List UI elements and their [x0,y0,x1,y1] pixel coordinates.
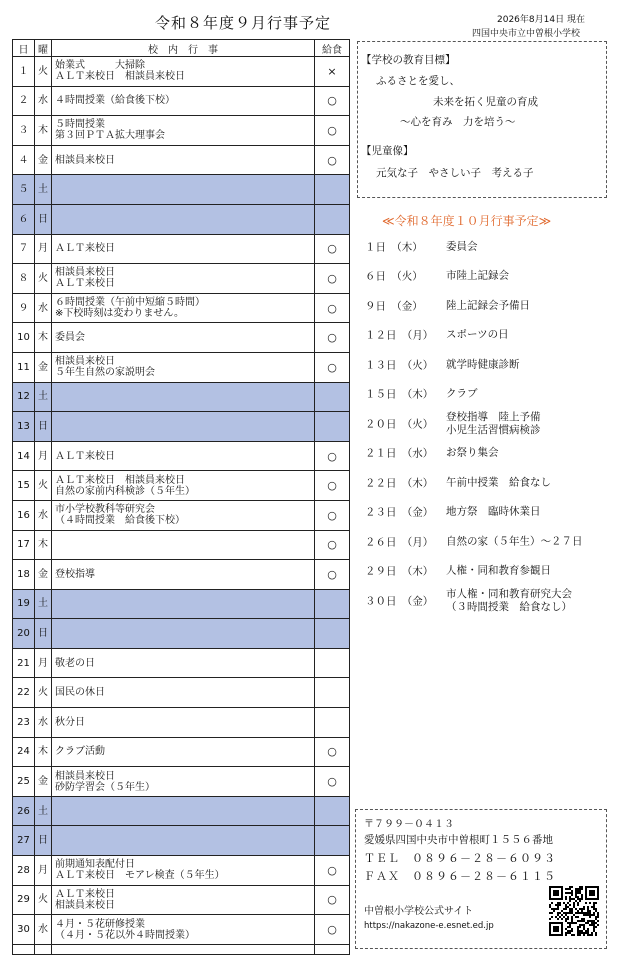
weekday-cell: 水 [35,86,52,116]
meal-cell: ○ [315,767,350,797]
day-cell: ２ [13,86,35,116]
meal-cell: ○ [315,234,350,264]
events-cell: 相談員来校日 砂防学習会（５年生） [52,767,315,797]
day-cell: 23 [13,708,35,738]
weekday-cell: 金 [35,145,52,175]
events-cell [52,796,315,826]
list-item [360,350,615,380]
weekday-cell: 土 [35,382,52,412]
weekday-cell: 火 [35,678,52,708]
weekday-cell: 日 [35,619,52,649]
table-row [13,323,350,353]
schedule-body [13,57,350,955]
events-cell [52,412,315,442]
events-cell: 始業式 大掃除 ＡＬＴ来校日 相談員来校日 [52,57,315,87]
list-item [360,380,615,410]
meal-cell: ○ [315,560,350,590]
list-item [360,468,615,498]
header-weekday: 曜 [35,40,52,57]
table-row [13,708,350,738]
october-date: ２９日 （木） [365,565,434,578]
events-cell [52,175,315,205]
meal-cell [315,796,350,826]
october-date: １日 （木） [365,241,423,254]
day-cell: 19 [13,589,35,619]
october-event: お祭り集会 [446,446,499,459]
weekday-cell: 水 [35,708,52,738]
meal-cell [315,678,350,708]
table-row [13,382,350,412]
meal-cell [315,589,350,619]
meal-cell: ○ [315,471,350,501]
october-date: ２０日 （火） [365,418,434,431]
october-event: 委員会 [446,240,478,253]
goal-line: ～心を育み 力を培う～ [400,116,516,128]
empty-cell [13,944,35,954]
events-cell: 市小学校教科等研究会 （４時間授業 給食後下校） [52,500,315,530]
school-name: 四国中央市立中曽根小学校 [472,29,581,39]
events-cell [52,589,315,619]
weekday-cell: 金 [35,560,52,590]
weekday-cell: 土 [35,796,52,826]
meal-cell: ○ [315,86,350,116]
weekday-cell: 金 [35,352,52,382]
list-item [360,527,615,557]
day-cell: 25 [13,767,35,797]
meal-cell: ○ [315,293,350,323]
table-row [13,86,350,116]
october-event: 市陸上記録会 [446,269,509,282]
october-event: 就学時健康診断 [446,358,520,371]
october-event: 登校指導 陸上予備 小児生活習慣病検診 [446,410,541,436]
october-date: ６日 （火） [365,270,423,283]
meal-cell: ○ [315,264,350,294]
weekday-cell: 水 [35,293,52,323]
weekday-cell: 日 [35,826,52,856]
events-cell: ５時間授業 第３回ＰＴＡ拡大理事会 [52,116,315,146]
october-event: スポーツの日 [446,328,509,341]
list-item [360,439,615,469]
weekday-cell: 火 [35,264,52,294]
weekday-cell: 土 [35,175,52,205]
table-row [13,293,350,323]
weekday-cell: 月 [35,234,52,264]
october-event: 自然の家（５年生）～２７日 [446,535,583,548]
october-date: ２６日 （月） [365,536,434,549]
table-row [13,560,350,590]
events-cell: ６時間授業（午前中短縮５時間） ※下校時刻は変わりません。 [52,293,315,323]
events-cell: 国民の休日 [52,678,315,708]
list-item [360,262,615,292]
day-cell: 28 [13,856,35,886]
day-cell: 20 [13,619,35,649]
meal-cell: ○ [315,885,350,915]
meal-cell: ○ [315,441,350,471]
table-row [13,619,350,649]
day-cell: 17 [13,530,35,560]
day-cell: ７ [13,234,35,264]
empty-cell [52,944,315,954]
education-goals-box [357,41,607,198]
weekday-cell: 月 [35,441,52,471]
day-cell: 26 [13,796,35,826]
table-row [13,145,350,175]
table-row [13,678,350,708]
meal-cell [315,175,350,205]
day-cell: 16 [13,500,35,530]
day-cell: ８ [13,264,35,294]
table-row [13,737,350,767]
goal-line: ふるさとを愛し、 [376,75,460,87]
as-of-date: 2026年8月14日 現在 [497,15,585,25]
meal-cell [315,204,350,234]
meal-cell: × [315,57,350,87]
child-image-line: 元気な子 やさしい子 考える子 [376,167,534,179]
october-event: 人権・同和教育参観日 [446,564,551,577]
table-row [13,826,350,856]
day-cell: 21 [13,648,35,678]
september-schedule-table [12,39,350,955]
october-date: ９日 （金） [365,300,423,313]
events-cell: クラブ活動 [52,737,315,767]
meal-cell [315,708,350,738]
october-event: 市人権・同和教育研究大会 （３時間授業 給食なし） [446,587,572,613]
site-label: 中曽根小学校公式サイト [364,906,474,917]
weekday-cell: 木 [35,737,52,767]
table-row [13,471,350,501]
list-item [360,232,615,262]
meal-cell: ○ [315,500,350,530]
events-cell [52,382,315,412]
events-cell [52,826,315,856]
table-row [13,885,350,915]
weekday-cell: 木 [35,116,52,146]
events-cell: 相談員来校日 [52,145,315,175]
table-row [13,204,350,234]
events-cell [52,530,315,560]
list-item [360,586,615,616]
meal-cell: ○ [315,915,350,945]
events-cell [52,619,315,649]
october-date: １２日 （月） [365,329,434,342]
weekday-cell: 日 [35,412,52,442]
fax-number: ＦＡＸ ０８９６－２８－６１１５ [364,870,556,883]
weekday-cell: 木 [35,530,52,560]
meal-cell: ○ [315,530,350,560]
weekday-cell: 火 [35,57,52,87]
table-row [13,116,350,146]
meal-cell: ○ [315,145,350,175]
page-title: 令和８年度９月行事予定 [155,14,332,32]
october-date: ２１日 （水） [365,447,434,460]
meal-cell: ○ [315,116,350,146]
events-cell: 敬老の日 [52,648,315,678]
table-row [13,264,350,294]
day-cell: 24 [13,737,35,767]
day-cell: 12 [13,382,35,412]
table-row [13,530,350,560]
table-row [13,234,350,264]
october-date: ３０日 （金） [365,595,434,608]
meal-cell [315,648,350,678]
day-cell: 13 [13,412,35,442]
empty-cell [315,944,350,954]
meal-cell [315,382,350,412]
table-header-row [13,40,350,57]
events-cell: 委員会 [52,323,315,353]
october-event: クラブ [446,387,478,400]
weekday-cell: 日 [35,204,52,234]
meal-cell: ○ [315,352,350,382]
day-cell: 14 [13,441,35,471]
table-row [13,352,350,382]
list-item [360,498,615,528]
day-cell: ４ [13,145,35,175]
list-item [360,291,615,321]
october-date: ２２日 （木） [365,477,434,490]
october-event: 午前中授業 給食なし [446,476,551,489]
meal-cell: ○ [315,737,350,767]
events-cell: 相談員来校日 ＡＬＴ来校日 [52,264,315,294]
goal-line: 未来を拓く児童の育成 [433,96,538,108]
october-date: ２３日 （金） [365,506,434,519]
october-event: 陸上記録会予備日 [446,299,530,312]
day-cell: ５ [13,175,35,205]
events-cell: 相談員来校日 ５年生自然の家説明会 [52,352,315,382]
table-row [13,648,350,678]
day-cell: １ [13,57,35,87]
day-cell: 18 [13,560,35,590]
day-cell: 29 [13,885,35,915]
header-events: 校 内 行 事 [52,40,315,57]
weekday-cell: 火 [35,885,52,915]
day-cell: ９ [13,293,35,323]
meal-cell [315,619,350,649]
empty-cell [35,944,52,954]
october-schedule-list [360,232,615,616]
october-event: 地方祭 臨時休業日 [446,505,541,518]
weekday-cell: 火 [35,471,52,501]
meal-cell: ○ [315,323,350,353]
site-url[interactable]: https://nakazone-e.esnet.ed.jp [364,921,494,931]
day-cell: 27 [13,826,35,856]
table-row [13,57,350,87]
postal-code: 〒７９９－０４１３ [364,819,454,830]
header-meal: 給食 [315,40,350,57]
day-cell: 15 [13,471,35,501]
october-title: ≪令和８年度１０月行事予定≫ [382,214,552,228]
day-cell: 11 [13,352,35,382]
weekday-cell: 水 [35,500,52,530]
events-cell [52,204,315,234]
weekday-cell: 土 [35,589,52,619]
weekday-cell: 水 [35,915,52,945]
day-cell: 22 [13,678,35,708]
address: 愛媛県四国中央市中曽根町１５５６番地 [364,834,553,846]
october-date: １５日 （木） [365,388,434,401]
qr-code-icon [549,886,599,936]
events-cell: ＡＬＴ来校日 相談員来校日 自然の家前内科検診（５年生） [52,471,315,501]
weekday-cell: 月 [35,856,52,886]
events-cell: ４時間授業（給食後下校） [52,86,315,116]
table-row [13,412,350,442]
day-cell: 30 [13,915,35,945]
events-cell: 登校指導 [52,560,315,590]
table-row [13,500,350,530]
events-cell: ４月・５花研修授業 （４月・５花以外４時間授業） [52,915,315,945]
table-row [13,589,350,619]
table-row [13,856,350,886]
child-image-heading: 【児童像】 [361,145,414,157]
weekday-cell: 木 [35,323,52,353]
events-cell: 前期通知表配付日 ＡＬＴ来校日 モアレ検査（５年生） [52,856,315,886]
contact-box [355,809,607,949]
table-row [13,767,350,797]
weekday-cell: 金 [35,767,52,797]
day-cell: 10 [13,323,35,353]
list-item [360,321,615,351]
meal-cell: ○ [315,856,350,886]
meal-cell [315,412,350,442]
list-item [360,557,615,587]
table-row [13,796,350,826]
events-cell: ＡＬＴ来校日 [52,234,315,264]
october-date: １３日 （火） [365,359,434,372]
tel-number: ＴＥＬ ０８９６－２８－６０９３ [364,852,556,865]
events-cell: ＡＬＴ来校日 相談員来校日 [52,885,315,915]
header-day: 日 [13,40,35,57]
table-row [13,175,350,205]
day-cell: ３ [13,116,35,146]
events-cell: 秋分日 [52,708,315,738]
weekday-cell: 月 [35,648,52,678]
meal-cell [315,826,350,856]
goals-heading: 【学校の教育目標】 [361,54,456,66]
table-footer-row [13,944,350,954]
table-row [13,915,350,945]
events-cell: ＡＬＴ来校日 [52,441,315,471]
list-item [360,409,615,439]
day-cell: ６ [13,204,35,234]
table-row [13,441,350,471]
